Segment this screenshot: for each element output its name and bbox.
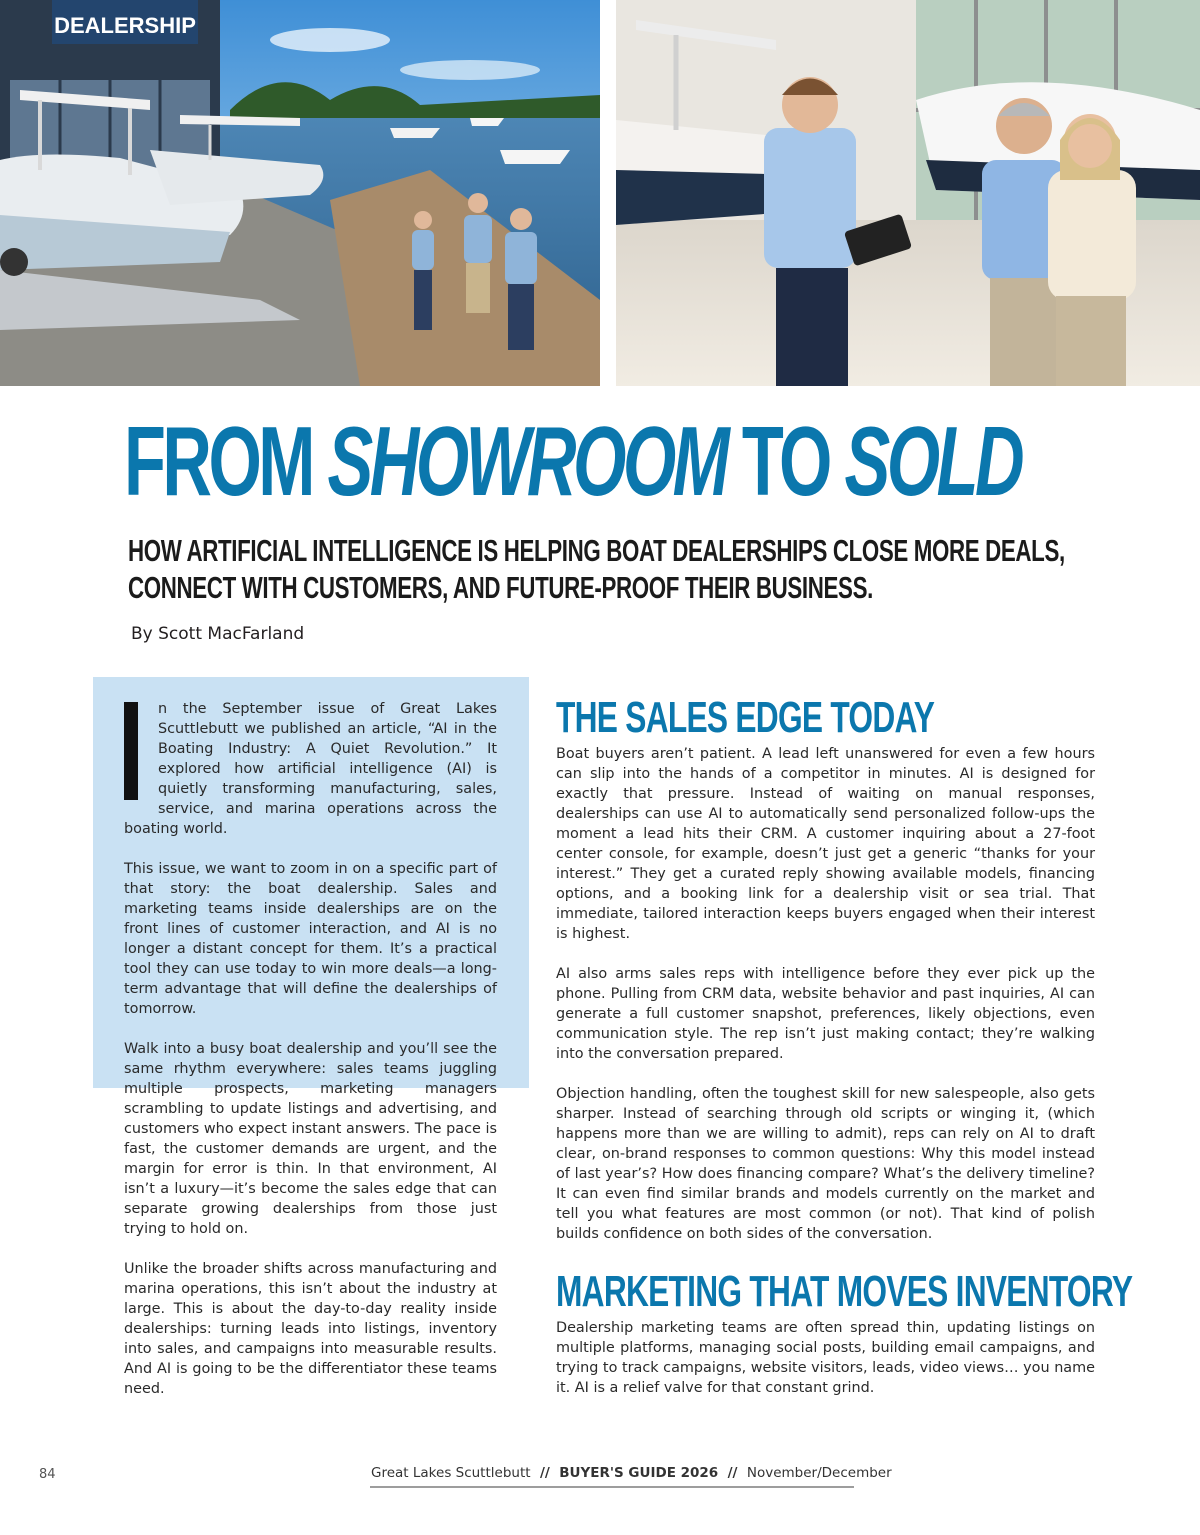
intro-paragraph-2: This issue, we want to zoom in on a specific part of that story: the boat dealership. Sales and marketing teams inside dealerships are on the front lines of customer interaction, and AI is no longer a distant concept for them. It’s a practical tool they can use today to win more deals—a long-term advantage that will define the dealerships of tomorrow. xyxy=(124,861,497,1017)
sales-edge-paragraph-1: Boat buyers aren’t patient. A lead left unanswered for even a few hours can slip into the hands of a competitor in minutes. AI is designed for exactly that pressure. Instead of waiting on manual responses, dealerships can use AI to automatically send personalized follow-ups the moment a lead hits their CRM. A customer inquiring about a 27-foot center console, for example, doesn’t just get a generic “thanks for your interest.” They get a curated reply showing available models, financing options, and a booking link for a dealership visit or sea trial. That immediate, tailored interaction keeps buyers engaged when their interest is highest. xyxy=(556,746,1095,942)
showroom-illustration xyxy=(616,0,1200,386)
footer-publication-line xyxy=(371,1465,892,1481)
intro-paragraph-3: Walk into a busy boat dealership and you’ll see the same rhythm everywhere: sales teams juggling multiple prospects, marketing managers scrambling to update listings and advertising, and customers who expect instant answers. The pace is fast, the customer demands are urgent, and the margin for error is thin. In that environment, AI isn’t a luxury—it’s become the sales edge that can separate growing dealerships from those just trying to hold on. xyxy=(124,1041,497,1237)
main-column xyxy=(556,692,1133,1418)
dealership-sign: DEALERSHIP xyxy=(54,13,196,38)
headline-part-sold: SOLD xyxy=(844,406,1022,516)
article-deck xyxy=(128,532,1065,606)
section-heading-marketing: MARKETING THAT MOVES INVENTORY xyxy=(556,1267,1133,1316)
intro-paragraph-1-text: n the September issue of Great Lakes Scuttlebutt we published an article, “AI in the Boating Industry: A Quiet Revolution.” It explored how artificial intelligence (AI) is quietly transforming manufacturing, sales, service, and marina operations across the boating world. xyxy=(124,701,497,837)
footer-issue: BUYER'S GUIDE 2026 xyxy=(559,1465,719,1481)
sales-edge-paragraph-2: AI also arms sales reps with intelligence before they ever pick up the phone. Pulling from CRM data, website behavior and past inquiries, AI can generate a full customer snapshot, preferences, likely objections, even communication style. The rep isn’t just making contact; they’re walking into the conversation prepared. xyxy=(556,966,1095,1062)
sales-edge-paragraph-3: Objection handling, often the toughest skill for new salespeople, also gets sharper. Instead of searching through old scripts or winging it, (which happens more than we are willing to admit), reps can rely on AI to draft clear, on-brand responses to common questions: Why this model instead of last year’s? How does financing compare? What’s the delivery timeline? It can even find similar brands and models currently on the market and tell you what features are most common (or not). That kind of polish builds confidence on both sides of the conversation. xyxy=(556,1086,1095,1242)
article-headline xyxy=(124,406,1021,516)
sales-edge-body xyxy=(556,744,1095,1244)
headline-part-to: TO xyxy=(726,406,845,516)
footer-rule xyxy=(370,1486,854,1488)
dealership-dock-photo xyxy=(0,0,600,386)
marketing-body xyxy=(556,1318,1095,1398)
intro-sidebar xyxy=(93,677,529,1397)
intro-paragraph-1 xyxy=(124,699,497,839)
deck-line-1: HOW ARTIFICIAL INTELLIGENCE IS HELPING BOAT DEALERSHIPS CLOSE MORE DEALS, xyxy=(128,533,1065,568)
showroom-photo xyxy=(616,0,1200,386)
page-number: 84 xyxy=(39,1467,56,1482)
footer-publication: Great Lakes Scuttlebutt xyxy=(371,1465,531,1481)
deck-line-2: CONNECT WITH CUSTOMERS, AND FUTURE-PROOF THEIR BUSINESS. xyxy=(128,570,873,605)
dealership-dock-illustration xyxy=(0,0,600,386)
marketing-paragraph-1: Dealership marketing teams are often spread thin, updating listings on multiple platforms, managing social posts, building email campaigns, and trying to track campaigns, website visitors, leads, video views… you name it. AI is a relief valve for that constant grind. xyxy=(556,1320,1095,1396)
headline-part-showroom: SHOWROOM xyxy=(327,406,727,516)
intro-paragraph-4: Unlike the broader shifts across manufacturing and marina operations, this isn’t about the industry at large. This is about the day-to-day reality inside dealerships: turning leads into listings, inventory into sales, and campaigns into measurable results. And AI is going to be the differentiator these teams need. xyxy=(124,1261,497,1397)
sidebar-text xyxy=(124,699,497,1419)
byline: By Scott MacFarland xyxy=(131,624,305,644)
section-heading-sales-edge: THE SALES EDGE TODAY xyxy=(556,693,935,742)
footer-separator-2: // xyxy=(718,1465,747,1481)
drop-cap-i xyxy=(124,702,138,800)
footer-date: November/December xyxy=(746,1465,892,1481)
footer-separator-1: // xyxy=(530,1465,560,1481)
headline-part-from: FROM xyxy=(124,406,328,516)
